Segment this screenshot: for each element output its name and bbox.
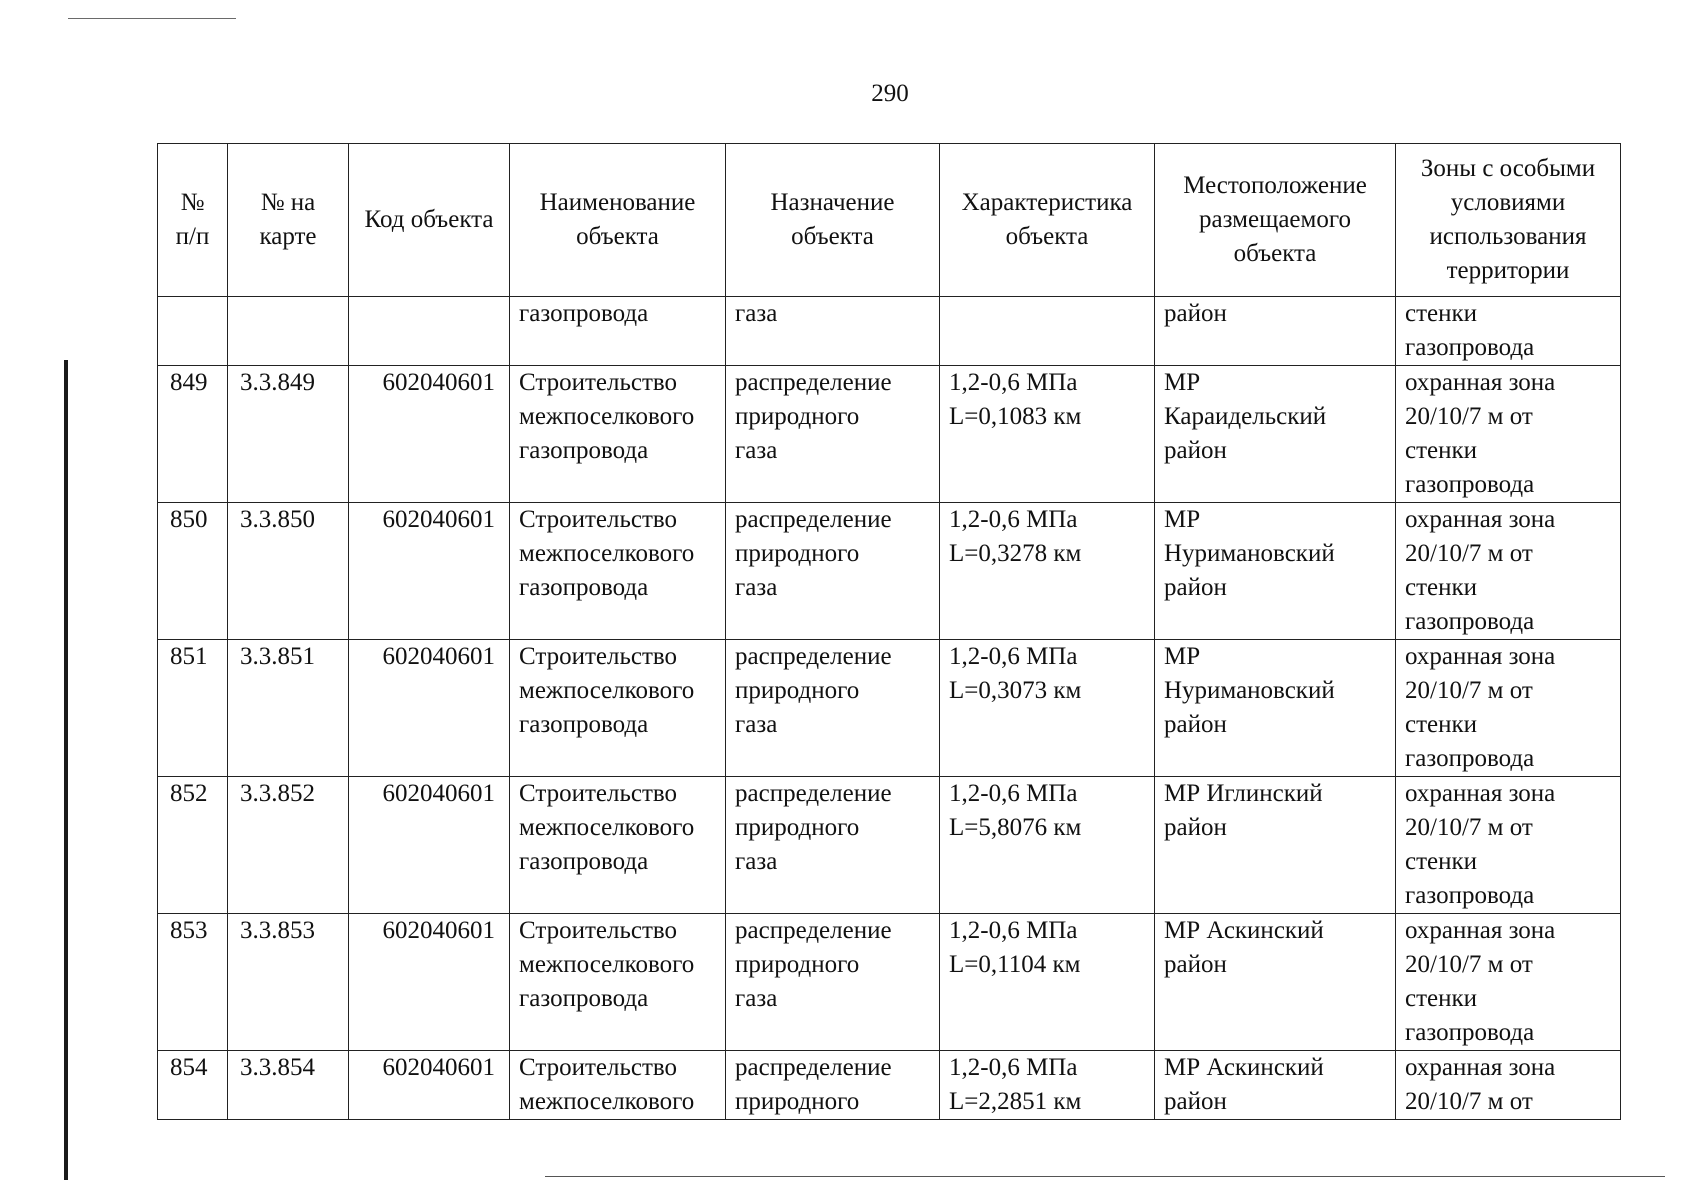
cell-num [158,297,228,366]
table-row [158,914,1621,1051]
cell-object-code: 602040601 [349,366,510,503]
cell-object-location: МР Аскинский район [1155,1051,1396,1120]
header-num: № п/п [158,144,228,297]
table-row [158,1051,1621,1120]
cell-map-number: 3.3.854 [228,1051,349,1120]
table-row [158,366,1621,503]
cell-object-spec: 1,2-0,6 МПа L=0,1104 км [940,914,1155,1051]
cell-special-zones: охранная зона 20/10/7 м от стенки газопровода [1396,914,1621,1051]
cell-object-name: Строительство межпоселкового газопровода [510,777,726,914]
cell-object-spec: 1,2-0,6 МПа L=0,1083 км [940,366,1155,503]
cell-object-spec [940,297,1155,366]
cell-object-code: 602040601 [349,914,510,1051]
header-object-name: Наименование объекта [510,144,726,297]
cell-object-location: МР Аскинский район [1155,914,1396,1051]
cell-object-spec: 1,2-0,6 МПа L=0,3073 км [940,640,1155,777]
cell-object-name: Строительство межпоселкового газопровода [510,640,726,777]
cell-map-number: 3.3.850 [228,503,349,640]
cell-object-purpose: распределение природного газа [726,640,940,777]
cell-object-location: МР Нуримановский район [1155,503,1396,640]
header-object-code: Код объекта [349,144,510,297]
cell-object-purpose: распределение природного газа [726,366,940,503]
cell-special-zones: охранная зона 20/10/7 м от [1396,1051,1621,1120]
page-number: 290 [871,80,909,107]
cell-object-code [349,297,510,366]
cell-num: 852 [158,777,228,914]
cell-num: 853 [158,914,228,1051]
cell-object-name: газопровода [510,297,726,366]
cell-num: 849 [158,366,228,503]
cell-object-purpose: распределение природного газа [726,777,940,914]
cell-special-zones: стенки газопровода [1396,297,1621,366]
cell-object-purpose: распределение природного газа [726,503,940,640]
cell-object-location: МР Караидельский район [1155,366,1396,503]
cell-object-name: Строительство межпоселкового газопровода [510,914,726,1051]
header-object-location: Местоположение размещаемого объекта [1155,144,1396,297]
cell-object-code: 602040601 [349,503,510,640]
cell-object-name: Строительство межпоселкового газопровода [510,503,726,640]
table-header-row [158,144,1621,297]
scan-artifact-left-bar [64,360,68,1180]
cell-special-zones: охранная зона 20/10/7 м от стенки газопровода [1396,366,1621,503]
scan-artifact-bottom-line [545,1176,1665,1177]
cell-special-zones: охранная зона 20/10/7 м от стенки газопровода [1396,777,1621,914]
header-special-zones: Зоны с особыми условиями использования территории [1396,144,1621,297]
header-map-number: № на карте [228,144,349,297]
cell-object-name: Строительство межпоселкового газопровода [510,366,726,503]
cell-map-number: 3.3.851 [228,640,349,777]
cell-map-number: 3.3.852 [228,777,349,914]
cell-object-location: МР Нуримановский район [1155,640,1396,777]
cell-object-purpose: распределение природного газа [726,914,940,1051]
cell-object-code: 602040601 [349,1051,510,1120]
cell-num: 851 [158,640,228,777]
cell-map-number: 3.3.853 [228,914,349,1051]
cell-map-number: 3.3.849 [228,366,349,503]
cell-object-spec: 1,2-0,6 МПа L=2,2851 км [940,1051,1155,1120]
table-row [158,503,1621,640]
cell-object-code: 602040601 [349,777,510,914]
cell-special-zones: охранная зона 20/10/7 м от стенки газопровода [1396,503,1621,640]
cell-object-location: МР Иглинский район [1155,777,1396,914]
cell-object-purpose: распределение природного [726,1051,940,1120]
table-row [158,640,1621,777]
cell-num: 854 [158,1051,228,1120]
cell-object-code: 602040601 [349,640,510,777]
cell-num: 850 [158,503,228,640]
table-row [158,777,1621,914]
cell-object-purpose: газа [726,297,940,366]
cell-object-spec: 1,2-0,6 МПа L=0,3278 км [940,503,1155,640]
objects-registry-table [157,143,1621,1120]
header-object-spec: Характеристика объекта [940,144,1155,297]
cell-object-name: Строительство межпоселкового [510,1051,726,1120]
cell-object-spec: 1,2-0,6 МПа L=5,8076 км [940,777,1155,914]
cell-map-number [228,297,349,366]
scan-artifact-top-line [68,18,236,19]
cell-special-zones: охранная зона 20/10/7 м от стенки газопровода [1396,640,1621,777]
header-object-purpose: Назначение объекта [726,144,940,297]
table-row-continuation [158,297,1621,366]
cell-object-location: район [1155,297,1396,366]
